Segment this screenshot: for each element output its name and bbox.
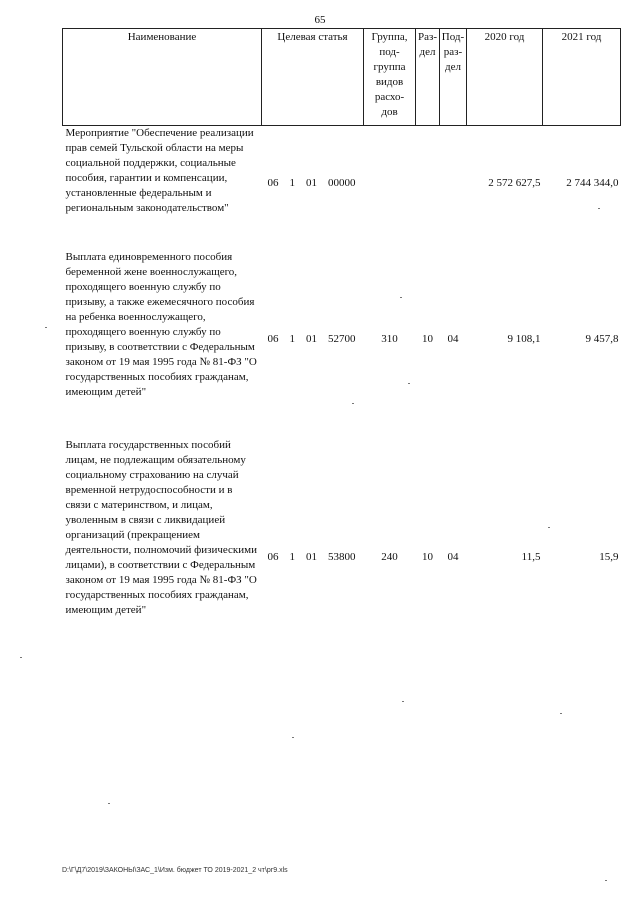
code-event: 01 bbox=[306, 551, 317, 563]
code-subprogram: 1 bbox=[289, 551, 295, 563]
row-name: Мероприятие "Обеспечение реализации прав семей Тульской области на меры социальной поддержки, социальные пособия, гарантии и компенсации, установленные федеральным и региональным законодательством" bbox=[65, 127, 254, 214]
code-subprogram: 1 bbox=[289, 177, 295, 190]
target-article-code bbox=[262, 242, 364, 438]
code-program: 06 bbox=[267, 177, 279, 190]
header-target-article: Целевая статья bbox=[262, 29, 364, 126]
scan-speck bbox=[352, 403, 354, 404]
target-article-code bbox=[262, 126, 364, 242]
scan-speck bbox=[20, 657, 22, 658]
code-event: 01 bbox=[306, 333, 317, 345]
header-expense-group: Группа, под- группа видов расхо- дов bbox=[364, 29, 416, 126]
table-row bbox=[63, 126, 621, 242]
scan-speck bbox=[402, 701, 404, 702]
scan-speck bbox=[45, 327, 47, 328]
header-section: Раз- дел bbox=[416, 29, 440, 126]
scan-speck bbox=[560, 713, 562, 714]
amount-2021: 15,9 bbox=[599, 551, 619, 563]
budget-table bbox=[62, 28, 621, 678]
code-event: 01 bbox=[306, 177, 317, 190]
target-article-code bbox=[262, 438, 364, 678]
row-name: Выплата единовременного пособия беременной жене военнослужащего, проходящего военную службу по призыву, а также ежемесячного пособия на ребенка военнослужащего, проходящего военную службу по призыву, в соответствии с Федеральным законом от 19 мая 1995 года № 81-ФЗ "О государственных пособиях гражданам, имеющим детей" bbox=[65, 250, 257, 398]
scan-speck bbox=[605, 880, 607, 881]
code-direction: 52700 bbox=[328, 333, 356, 345]
header-subsection: Под- раз- дел bbox=[440, 29, 467, 126]
header-year-2020: 2020 год bbox=[467, 29, 543, 126]
expense-group: 310 bbox=[381, 333, 398, 345]
table-header-row bbox=[63, 29, 621, 126]
amount-2021: 9 457,8 bbox=[585, 333, 619, 345]
code-direction: 53800 bbox=[328, 551, 356, 563]
table-row bbox=[63, 242, 621, 438]
section: 10 bbox=[422, 333, 433, 345]
row-name: Выплата государственных пособий лицам, не подлежащим обязательному социальному страхованию на случай временной нетрудоспособности и в связи с материнством, и лицам, уволенным в связи с ликвидацией организаций (прекращением деятельности, полномочий физическими лицами), в соответствии с Федеральным законом от 19 мая 1995 года № 81-ФЗ "О государственных пособиях гражданам, имеющим детей" bbox=[65, 438, 258, 616]
scan-speck bbox=[108, 803, 110, 804]
code-subprogram: 1 bbox=[289, 333, 295, 345]
amount-2021: 2 744 344,0 bbox=[566, 177, 619, 190]
expense-group: 240 bbox=[381, 551, 398, 563]
scan-speck bbox=[598, 208, 600, 209]
header-name: Наименование bbox=[63, 29, 262, 126]
section: 10 bbox=[422, 551, 433, 563]
scan-speck bbox=[408, 383, 410, 384]
scan-speck bbox=[400, 297, 402, 298]
amount-2020: 11,5 bbox=[521, 551, 541, 563]
code-program: 06 bbox=[267, 333, 279, 345]
amount-2020: 2 572 627,5 bbox=[488, 177, 541, 190]
expense-group bbox=[364, 126, 416, 242]
section bbox=[416, 126, 440, 242]
file-path-footer: D:\Г\Д7\2019\ЗАКОНЫ\ЗАС_1\Изм. бюджет ТО 2019-2021_2 чт\рг9.xls bbox=[62, 867, 288, 874]
scan-speck bbox=[292, 737, 294, 738]
page-number: 65 bbox=[314, 14, 326, 26]
subsection: 04 bbox=[447, 551, 459, 563]
code-program: 06 bbox=[267, 551, 279, 563]
header-year-2021: 2021 год bbox=[543, 29, 621, 126]
table-row bbox=[63, 438, 621, 678]
amount-2020: 9 108,1 bbox=[507, 333, 541, 345]
scan-speck bbox=[548, 527, 550, 528]
subsection: 04 bbox=[447, 333, 459, 345]
subsection bbox=[440, 126, 467, 242]
code-direction: 00000 bbox=[328, 177, 356, 190]
